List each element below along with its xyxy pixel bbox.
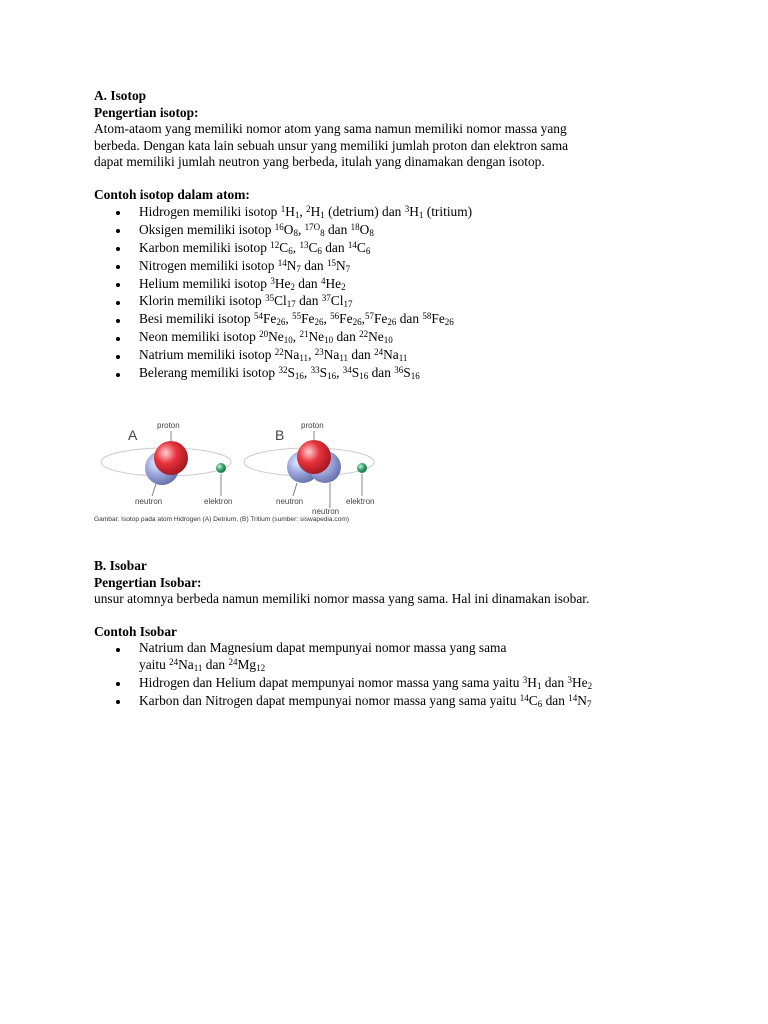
text-segment: Mg (237, 656, 257, 672)
paragraph-line: Atom-ataom yang memiliki nomor atom yang sama namun memiliki nomor massa yang (94, 121, 567, 137)
text-segment: dan (295, 293, 322, 309)
text-segment: dan (300, 257, 327, 273)
superscript: 58 (422, 311, 432, 322)
text-segment: Hidrogen memiliki isotop (139, 203, 281, 219)
subscript: 2 (290, 281, 295, 292)
text-segment: dan (324, 221, 351, 237)
text-segment: Cl (274, 293, 287, 309)
text-segment: H (285, 203, 295, 219)
text-segment: N (286, 257, 297, 273)
text-segment: Cl (330, 293, 344, 309)
document-page (94, 88, 694, 711)
list-item (94, 293, 694, 310)
text-segment: Besi memiliki isotop (139, 311, 254, 327)
superscript: 56 (330, 311, 340, 322)
superscript: 4 (320, 275, 326, 286)
subscript: 8 (369, 227, 374, 238)
isotop-paragraph (94, 121, 694, 171)
text-segment: , (292, 329, 300, 345)
text-segment: N (335, 257, 346, 273)
subscript: 26 (314, 317, 324, 328)
subscript: 6 (365, 245, 371, 256)
figure-caption: Gambar. Isotop pada atom Hidrogen (A) Detrium, (B) Tritium (sumber: siswapedia.com) (94, 516, 350, 524)
proton-label-a: proton (157, 421, 180, 431)
isobar-examples-list (94, 640, 694, 709)
text-segment: S (351, 365, 360, 381)
text-segment: C (528, 692, 538, 708)
superscript: O (313, 221, 321, 232)
superscript: 2 (306, 203, 311, 214)
text-segment: Oksigen memiliki isotop (139, 221, 275, 237)
isotop-subheading: Pengertian isotop: (94, 104, 199, 120)
isobar-paragraph: unsur atomnya berbeda namun memiliki nomor massa yang sama. Hal ini dinamakan isobar. (94, 591, 590, 607)
superscript: 22 (274, 347, 284, 358)
text-segment: dan (368, 365, 395, 381)
subscript: 10 (324, 335, 334, 346)
elektron-label-b: elektron (346, 497, 375, 507)
subscript: 1 (536, 680, 542, 691)
text-segment: C (308, 239, 318, 255)
isotop-examples-list (94, 204, 694, 382)
superscript: 14 (277, 257, 287, 268)
superscript: 35 (265, 293, 275, 304)
text-segment: Natrium dan Magnesium dapat mempunyai nomor massa yang sama (139, 640, 507, 656)
text-segment: dan (348, 347, 375, 363)
paragraph-line: berbeda. Dengan kata lain sebuah unsur yang memiliki jumlah proton dan elektron sama (94, 137, 569, 153)
superscript: 32 (278, 365, 288, 376)
superscript: 3 (270, 275, 275, 286)
list-item (94, 258, 694, 275)
list-item (94, 365, 694, 382)
text-segment: , (323, 311, 331, 327)
list-item (94, 222, 694, 239)
subscript: 8 (320, 227, 325, 238)
subscript: 17 (286, 299, 296, 310)
text-segment: Na (323, 347, 340, 363)
subscript: 11 (299, 353, 309, 364)
neutron-label-b2: neutron (312, 507, 340, 517)
text-segment: dan (542, 692, 569, 708)
proton-a (154, 441, 188, 475)
superscript: 36 (394, 365, 404, 376)
subscript: 7 (296, 263, 301, 274)
superscript: 1 (280, 203, 286, 214)
text-segment: He (325, 275, 342, 291)
text-segment: Belerang memiliki isotop (139, 365, 279, 381)
superscript: 14 (519, 692, 529, 703)
text-segment: N (577, 692, 587, 708)
text-segment: dan (396, 311, 423, 327)
label-b: B (275, 427, 285, 444)
text-segment: Hidrogen dan Helium dapat mempunyai nomor massa yang sama yaitu (139, 674, 523, 690)
superscript: 14 (347, 239, 357, 250)
isobar-examples-heading: Contoh Isobar (94, 623, 177, 639)
text-segment: dan (333, 329, 360, 345)
text-segment: Karbon dan Nitrogen dapat mempunyai nomor massa yang sama yaitu (139, 692, 520, 708)
list-item (94, 675, 694, 692)
text-segment: Fe (262, 311, 277, 327)
text-segment: , (361, 311, 365, 327)
text-segment: dan (294, 275, 321, 291)
list-item (94, 276, 694, 293)
text-segment: Nitrogen memiliki isotop (139, 257, 278, 273)
subscript: 8 (293, 227, 298, 238)
text-segment: H (310, 203, 321, 219)
superscript: 34 (342, 365, 352, 376)
subscript: 26 (444, 317, 454, 328)
subscript: 2 (587, 680, 593, 691)
text-segment: Na (383, 347, 399, 363)
text-segment: Ne (268, 329, 284, 345)
subscript: 2 (341, 281, 346, 292)
subscript: 11 (339, 353, 349, 364)
list-item (94, 240, 694, 257)
subscript: 16 (327, 371, 337, 382)
subscript: 26 (276, 317, 286, 328)
paragraph-line: dapat memiliki jumlah neutron yang berbeda, itulah yang dinamakan dengan isotop. (94, 154, 545, 170)
superscript: 17 (304, 221, 314, 232)
text-segment: H (527, 674, 537, 690)
superscript: 24 (169, 656, 179, 667)
text-segment: , (303, 365, 311, 381)
subscript: 1 (418, 209, 424, 220)
text-segment: Ne (368, 329, 384, 345)
text-segment: C (279, 239, 289, 255)
superscript: 21 (299, 329, 309, 340)
subscript: 6 (317, 245, 322, 256)
superscript: 3 (567, 674, 572, 685)
text-segment: S (287, 365, 295, 381)
text-segment: (detrium) dan (324, 203, 405, 219)
text-segment: Fe (431, 311, 445, 327)
isotope-figure (94, 410, 394, 528)
subscript: 6 (288, 245, 293, 256)
text-segment: Natrium memiliki isotop (139, 347, 275, 363)
neutron-label-b1: neutron (276, 497, 304, 507)
text-segment: , (292, 239, 300, 255)
text-segment: Klorin memiliki isotop (139, 293, 266, 309)
superscript: 54 (253, 311, 263, 322)
subscript: 26 (352, 317, 362, 328)
text-segment: O (359, 221, 370, 237)
electron-b (357, 463, 367, 473)
subscript: 16 (294, 371, 304, 382)
neutron-label-a: neutron (135, 497, 163, 507)
text-segment: (tritium) (423, 203, 473, 219)
superscript: 22 (359, 329, 369, 340)
list-item (94, 347, 694, 364)
superscript: 57 (364, 311, 374, 322)
text-segment: S (319, 365, 328, 381)
text-segment: , (297, 221, 305, 237)
subscript: 11 (193, 662, 203, 673)
superscript: 3 (522, 674, 528, 685)
superscript: 16 (274, 221, 284, 232)
subscript: 10 (383, 335, 393, 346)
hydrogen-isotope-diagram (94, 410, 394, 516)
superscript: 37 (321, 293, 331, 304)
text-segment: yaitu (139, 656, 170, 672)
list-item (94, 640, 694, 673)
list-item (94, 204, 694, 221)
list-item (94, 311, 694, 328)
text-segment: He (274, 275, 291, 291)
text-segment: Na (178, 656, 194, 672)
text-segment: , (308, 347, 315, 363)
text-segment: dan (541, 674, 568, 690)
isobar-heading: B. Isobar (94, 558, 147, 574)
text-segment: Fe (301, 311, 315, 327)
subscript: 11 (398, 353, 408, 364)
subscript: 1 (294, 209, 300, 220)
superscript: 13 (299, 239, 309, 250)
subscript: 1 (320, 209, 325, 220)
superscript: 12 (270, 239, 280, 250)
superscript: 23 (314, 347, 324, 358)
text-segment: S (403, 365, 411, 381)
electron-a (216, 463, 226, 473)
proton-label-b: proton (301, 421, 324, 431)
text-segment: He (571, 674, 588, 690)
subscript: 10 (283, 335, 293, 346)
superscript: 14 (568, 692, 578, 703)
text-segment: Ne (308, 329, 325, 345)
subscript: 7 (586, 698, 592, 709)
text-segment: C (356, 239, 366, 255)
text-segment: Karbon memiliki isotop (139, 239, 271, 255)
isotop-examples-heading: Contoh isotop dalam atom: (94, 186, 250, 202)
isobar-subheading: Pengertian Isobar: (94, 574, 202, 590)
superscript: 18 (350, 221, 360, 232)
text-segment: , (336, 365, 343, 381)
superscript: 55 (292, 311, 302, 322)
text-segment: O (283, 221, 294, 237)
superscript: 33 (310, 365, 320, 376)
subscript: 7 (345, 263, 351, 274)
superscript: 15 (326, 257, 336, 268)
text-segment: Na (283, 347, 300, 363)
text-segment: Fe (339, 311, 353, 327)
text-segment: dan (321, 239, 348, 255)
subscript: 17 (343, 299, 353, 310)
text-segment: dan (202, 656, 229, 672)
label-a: A (128, 427, 138, 444)
subscript: 26 (387, 317, 397, 328)
text-segment: H (409, 203, 419, 219)
text-segment: , (285, 311, 293, 327)
elektron-label-a: elektron (204, 497, 233, 507)
superscript: 24 (374, 347, 384, 358)
superscript: 3 (404, 203, 410, 214)
list-item (94, 329, 694, 346)
superscript: 20 (259, 329, 269, 340)
text-segment: Helium memiliki isotop (139, 275, 271, 291)
isotop-heading: A. Isotop (94, 88, 147, 103)
proton-b (297, 440, 331, 474)
subscript: 16 (359, 371, 369, 382)
subscript: 6 (537, 698, 543, 709)
list-item (94, 693, 694, 710)
text-segment: Fe (373, 311, 388, 327)
superscript: 24 (228, 656, 238, 667)
text-segment: , (299, 203, 307, 219)
subscript: 16 (410, 371, 420, 382)
text-segment: Neon memiliki isotop (139, 329, 260, 345)
subscript: 12 (256, 662, 266, 673)
